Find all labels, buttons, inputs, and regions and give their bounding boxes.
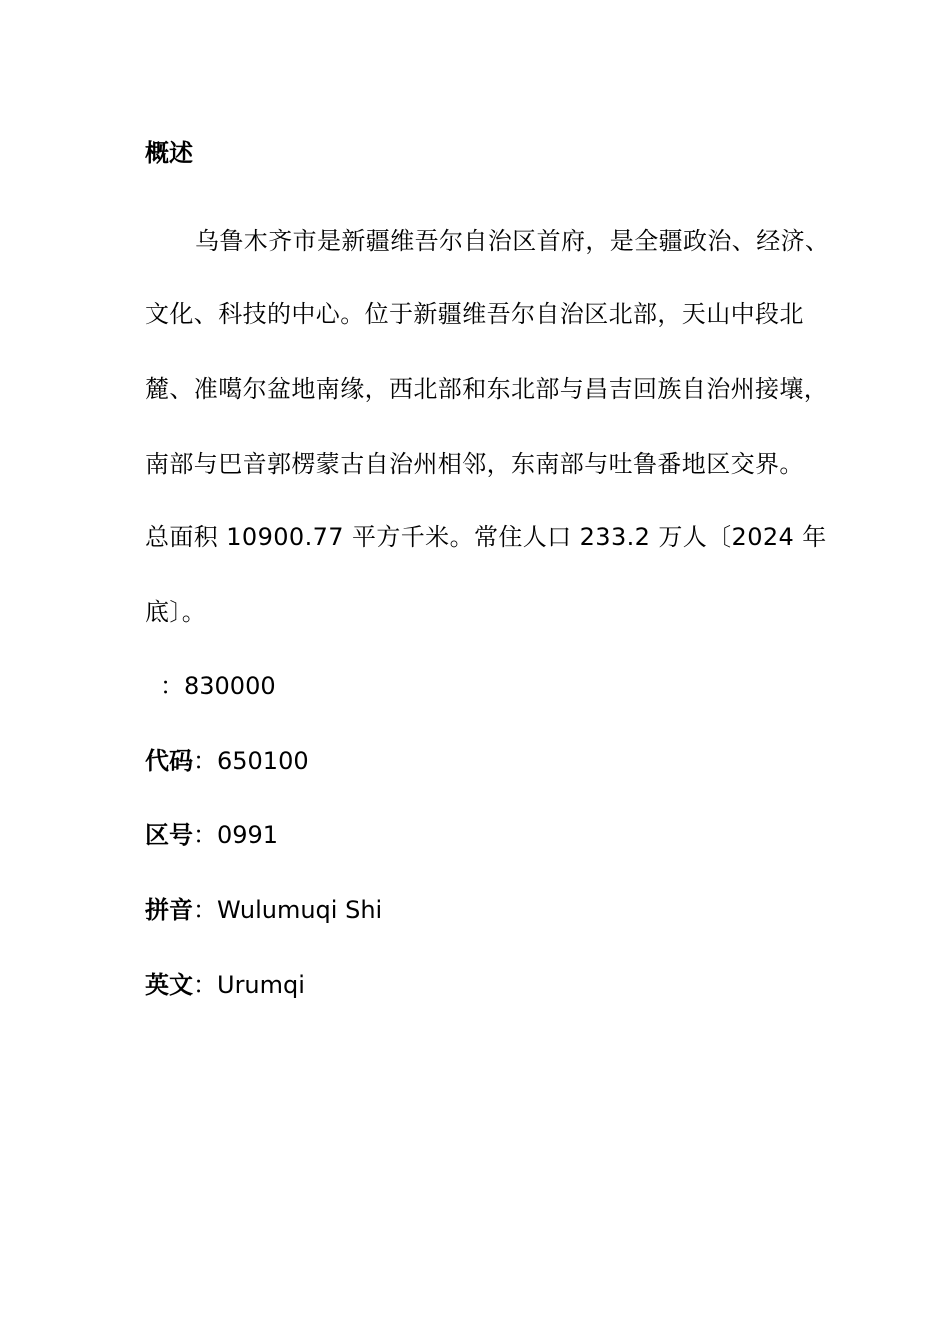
area-code-label: 区号 bbox=[145, 821, 193, 849]
pinyin-value: ：Wulumuqi Shi bbox=[193, 896, 383, 924]
admin-code-value: ：650100 bbox=[193, 747, 309, 775]
paragraph-line-5: 总面积 10900.77 平方千米。常住人口 233.2 万人〔2024 年 bbox=[145, 523, 827, 551]
english-name-value: ：Urumqi bbox=[193, 971, 305, 999]
english-name-label: 英文 bbox=[145, 971, 193, 999]
section-heading: 概述 bbox=[145, 139, 193, 167]
paragraph-line-4: 南部与巴音郭楞蒙古自治州相邻，东南部与吐鲁番地区交界。 bbox=[145, 450, 804, 478]
postal-code-row bbox=[160, 671, 276, 701]
area-code-row bbox=[145, 820, 278, 850]
english-name-row bbox=[145, 970, 305, 1000]
admin-code-row bbox=[145, 746, 309, 776]
paragraph-line-3: 麓、准噶尔盆地南缘，西北部和东北部与昌吉回族自治州接壤， bbox=[145, 375, 829, 403]
pinyin-label: 拼音 bbox=[145, 896, 193, 924]
area-code-value: ：0991 bbox=[193, 821, 279, 849]
pinyin-row bbox=[145, 895, 382, 925]
paragraph-line-6: 底〕。 bbox=[145, 598, 207, 626]
paragraph-line-2: 文化、科技的中心。位于新疆维吾尔自治区北部，天山中段北 bbox=[145, 300, 804, 328]
paragraph-line-1: 乌鲁木齐市是新疆维吾尔自治区首府，是全疆政治、经济、 bbox=[195, 227, 830, 255]
admin-code-label: 代码 bbox=[145, 747, 193, 775]
postal-code-value: ：830000 bbox=[160, 672, 276, 700]
